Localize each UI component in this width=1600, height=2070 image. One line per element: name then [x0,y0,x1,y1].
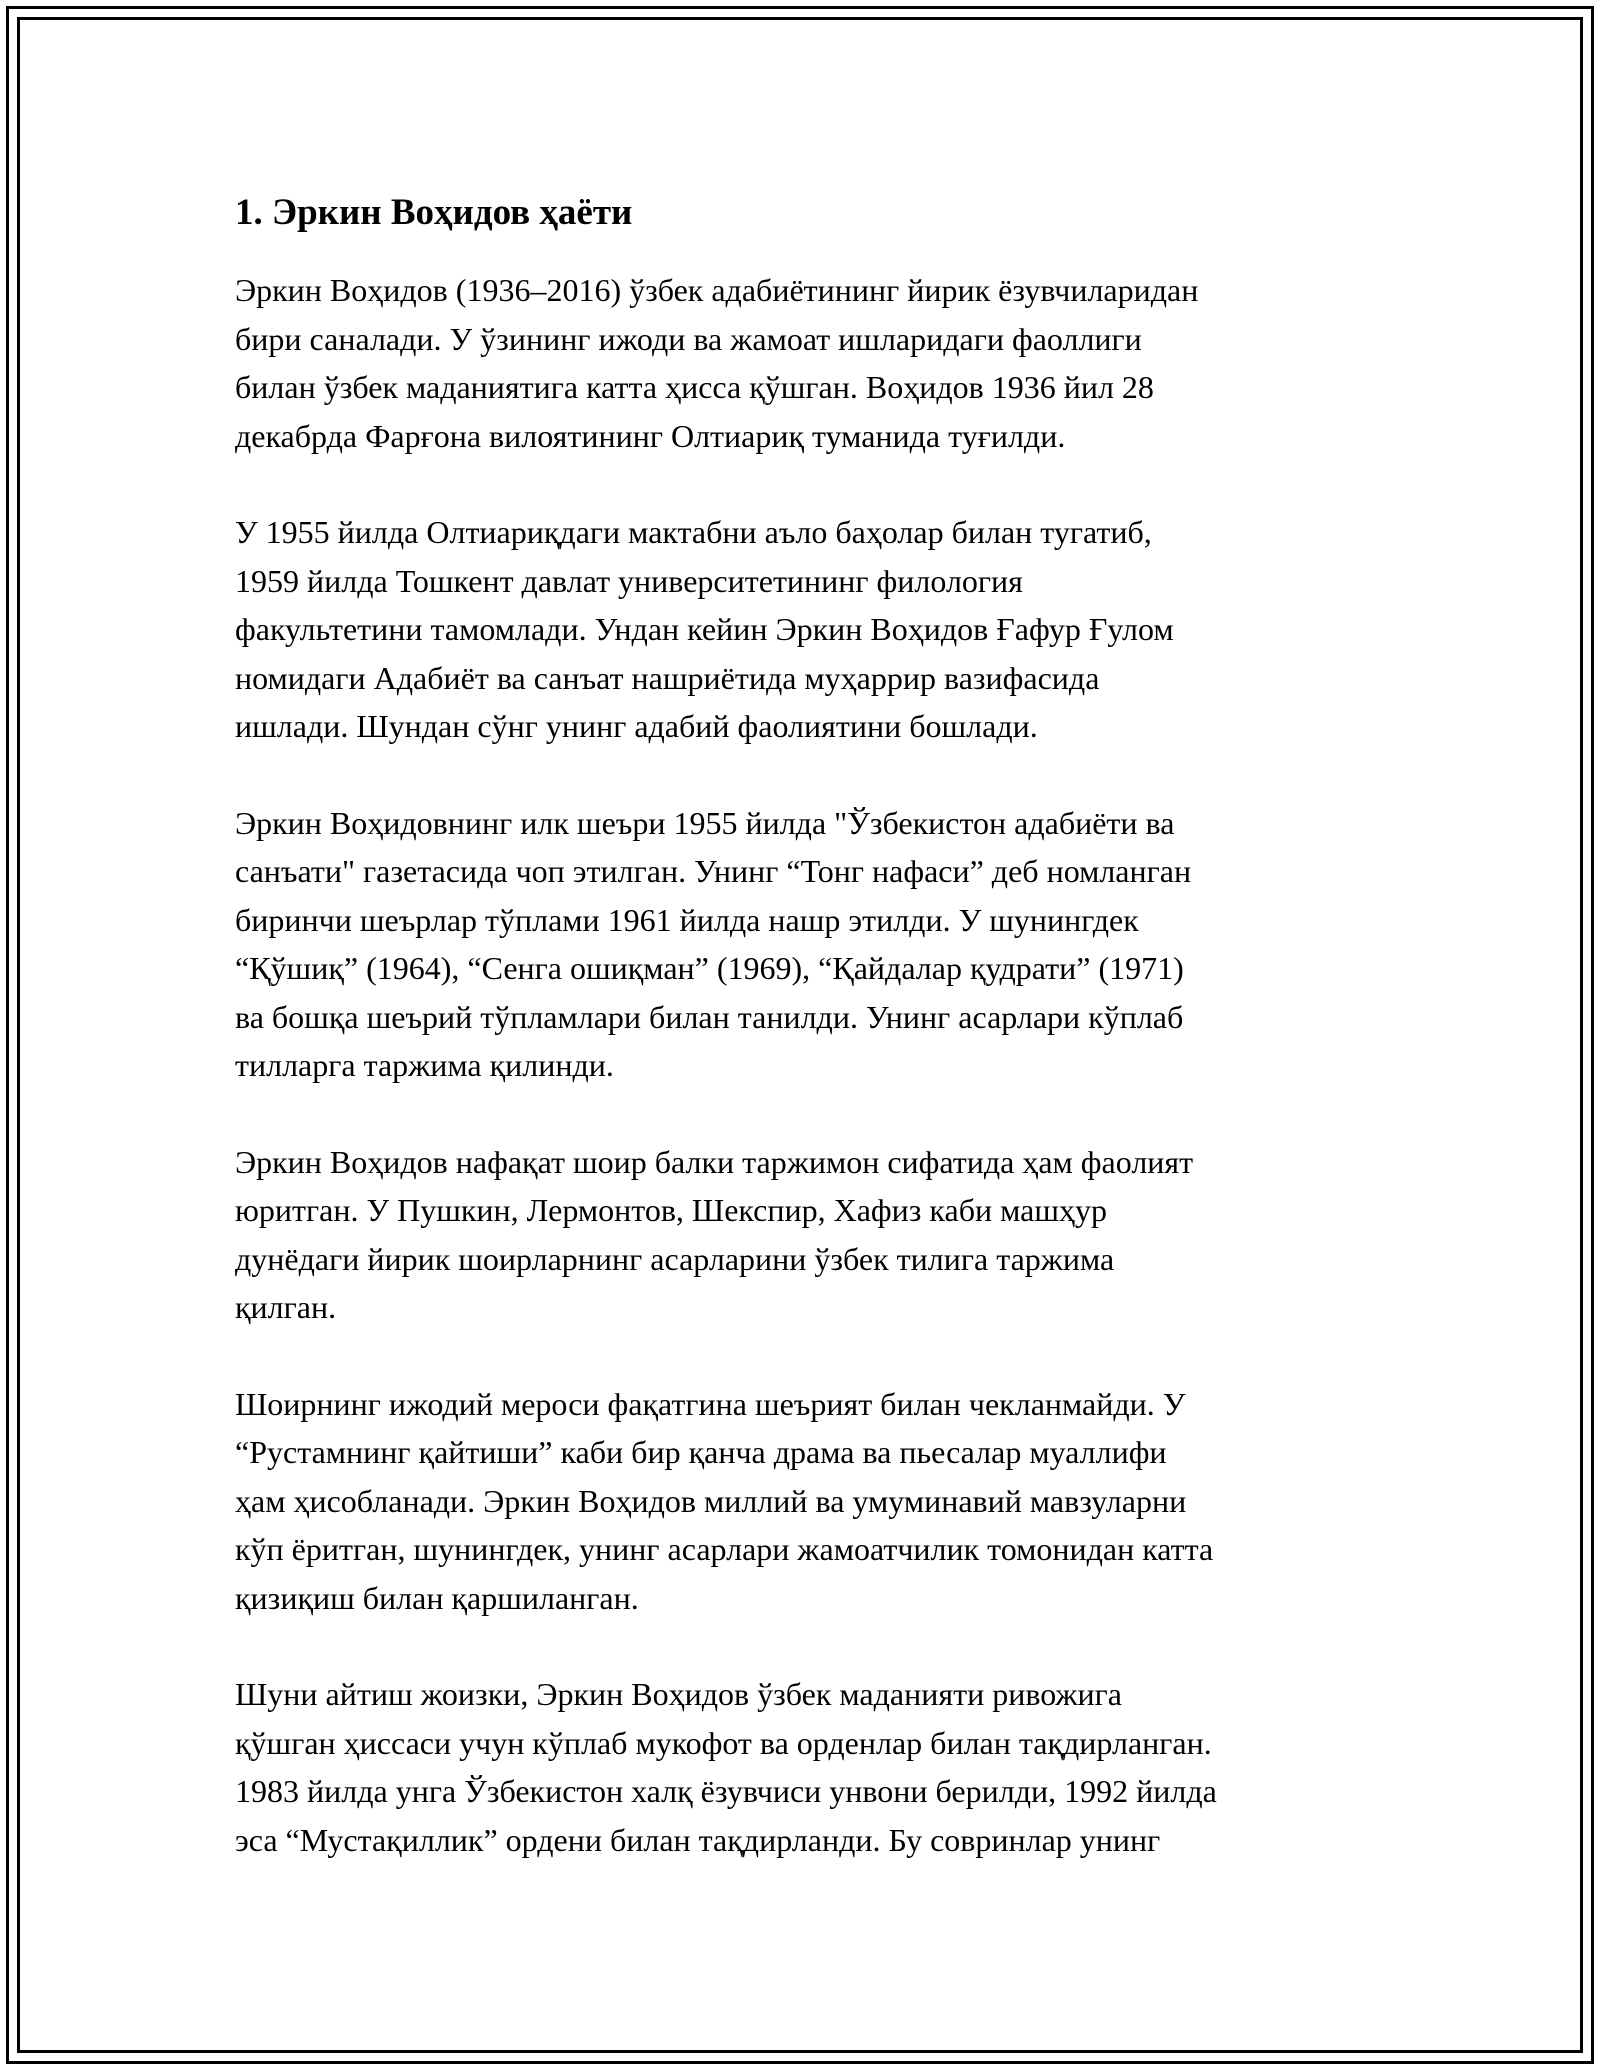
paragraph-line: Эркин Воҳидов нафақат шоир балки таржимон сифатида ҳам фаолият [235,1143,1194,1180]
paragraph-line: билан ўзбек маданиятига катта ҳисса қўшган. Воҳидов 1936 йил 28 [235,369,1154,405]
paragraph-4 [235,1138,1375,1332]
paragraph-line: Шуни айтиш жоизки, Эркин Воҳидов ўзбек маданияти ривожига [235,1676,1122,1712]
paragraph-line: Шоирнинг ижодий мероси фақатгина шеърият билан чекланмайди. У [235,1385,1186,1422]
paragraph-list [235,266,1375,1864]
document-body [235,182,1375,1912]
paragraph-1 [235,266,1375,460]
paragraph-line: қилган. [235,1289,337,1325]
paragraph-line: 1959 йилда Тошкент давлат университетининг филология [235,562,1023,599]
paragraph-line: “Қўшиқ” (1964), “Сенга ошиқман” (1969), “Қайдалар қудрати” (1971) [235,950,1184,986]
paragraph-line: ишлади. Шундан сўнг унинг адабий фаолиятини бошлади. [235,708,1038,744]
paragraph-line: тилларга таржима қилинди. [235,1047,614,1083]
paragraph-line: 1983 йилда унга Ўзбекистон халқ ёзувчиси унвони берилди, 1992 йилда [235,1773,1217,1809]
paragraph-line: эса “Мустақиллик” ордени билан тақдирланди. Бу совринлар унинг [235,1821,1161,1858]
paragraph-line: биринчи шеърлар тўплами 1961 йилда нашр этилди. У шунингдек [235,901,1139,938]
paragraph-2 [235,508,1375,751]
paragraph-5 [235,1380,1375,1623]
paragraph-line: У 1955 йилда Олтиариқдаги мактабни аъло баҳолар билан тугатиб, [235,514,1152,550]
paragraph-line: Эркин Воҳидовнинг илк шеъри 1955 йилда "Ўзбекистон адабиёти ва [235,804,1175,841]
paragraph-line: декабрда Фарғона вилоятининг Олтиариқ туманида туғилди. [235,417,1066,454]
paragraph-line: бири саналади. У ўзининг ижоди ва жамоат ишларидаги фаоллиги [235,320,1142,357]
paragraph-line: қизиқиш билан қаршиланган. [235,1579,639,1616]
paragraph-line: юритган. У Пушкин, Лермонтов, Шекспир, Хафиз каби машҳур [235,1192,1107,1228]
paragraph-line: номидаги Адабиёт ва санъат нашриётида муҳаррир вазифасида [235,659,1100,696]
paragraph-line: факультетини тамомлади. Ундан кейин Эркин Воҳидов Ғафур Ғулом [235,611,1174,647]
paragraph-line: қўшган ҳиссаси учун кўплаб мукофот ва орденлар билан тақдирланган. [235,1724,1212,1761]
paragraph-line: “Рустамнинг қайтиши” каби бир қанча драма ва пьесалар муаллифи [235,1434,1167,1470]
paragraph-line: ҳам ҳисобланади. Эркин Воҳидов миллий ва умуминавий мавзуларни [235,1482,1187,1519]
paragraph-line: Эркин Воҳидов (1936–2016) ўзбек адабиётининг йирик ёзувчиларидан [235,272,1199,308]
paragraph-line: дунёдаги йирик шоирларнинг асарларини ўзбек тилига таржима [235,1240,1115,1277]
document-title: 1. Эркин Воҳидов ҳаёти [235,192,633,233]
paragraph-6 [235,1670,1375,1864]
paragraph-line: кўп ёритган, шунингдек, унинг асарлари жамоатчилик томонидан катта [235,1531,1214,1567]
paragraph-line: санъати" газетасида чоп этилган. Унинг “Тонг нафаси” деб номланган [235,853,1192,889]
paragraph-3 [235,799,1375,1090]
paragraph-line: ва бошқа шеърий тўпламлари билан танилди. Унинг асарлари кўплаб [235,998,1184,1035]
